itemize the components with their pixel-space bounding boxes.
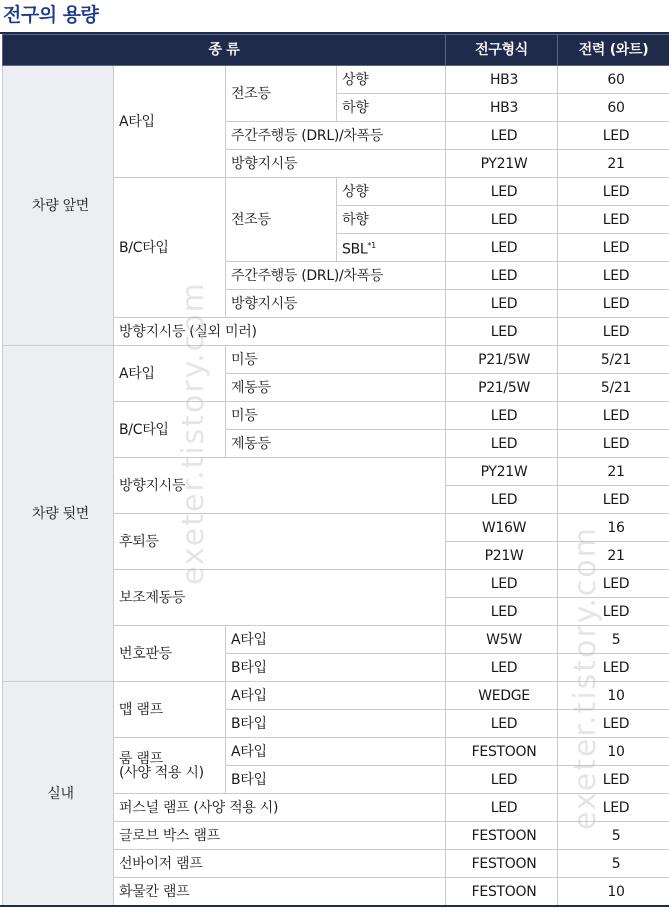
sbl-footnote: *1: [367, 240, 376, 250]
cell-drl: 주간주행등 (DRL)/차폭등: [226, 122, 446, 150]
cell-drl: 주간주행등 (DRL)/차폭등: [226, 262, 446, 290]
cell-watt: LED: [558, 654, 669, 682]
cell-watt: LED: [558, 318, 669, 346]
cell-watt: LED: [558, 290, 669, 318]
cell-map-lamp: 맵 램프: [114, 682, 226, 738]
cell-sunvisor-lamp: 선바이저 램프: [114, 850, 446, 878]
cell-bulb: W16W: [446, 514, 558, 542]
cell-bulb: HB3: [446, 94, 558, 122]
cell-a-type: A타입: [114, 66, 226, 178]
cell-watt: LED: [558, 262, 669, 290]
cell-watt: LED: [558, 598, 669, 626]
cell-b-type: B타입: [226, 710, 446, 738]
cell-low: 하향: [337, 206, 446, 234]
cell-bulb: WEDGE: [446, 682, 558, 710]
cell-bulb: LED: [446, 766, 558, 794]
cell-bulb: FESTOON: [446, 738, 558, 766]
cell-turn-mirror: 방향지시등 (실외 미러): [114, 318, 446, 346]
cell-watt: 10: [558, 878, 669, 906]
table-row: [3, 682, 669, 710]
cell-watt: LED: [558, 234, 669, 262]
cell-watt: 5/21: [558, 374, 669, 402]
cell-watt: 10: [558, 682, 669, 710]
cell-bulb: HB3: [446, 66, 558, 94]
cell-watt: LED: [558, 766, 669, 794]
cell-watt: 5/21: [558, 346, 669, 374]
watermark-right: exeter.tistory.com: [568, 526, 603, 830]
cell-personal-lamp: 퍼스널 램프 (사양 적용 시): [114, 794, 446, 822]
cell-turn: 방향지시등: [114, 458, 446, 514]
cell-bulb: LED: [446, 598, 558, 626]
cell-headlamp: 전조등: [226, 66, 337, 122]
cell-glove-lamp: 글로브 박스 램프: [114, 822, 446, 850]
cell-bulb: FESTOON: [446, 822, 558, 850]
cell-bulb: LED: [446, 710, 558, 738]
cell-bulb: LED: [446, 178, 558, 206]
cell-watt: LED: [558, 206, 669, 234]
cell-watt: LED: [558, 710, 669, 738]
cell-turn: 방향지시등: [226, 290, 446, 318]
header-bulb-type: 전구형식: [446, 35, 558, 66]
cell-b-type: B타입: [226, 654, 446, 682]
cell-bulb: LED: [446, 122, 558, 150]
cell-watt: LED: [558, 430, 669, 458]
cell-bulb: LED: [446, 318, 558, 346]
cell-watt: 60: [558, 66, 669, 94]
cell-bulb: W5W: [446, 626, 558, 654]
cell-watt: 16: [558, 514, 669, 542]
cell-watt: 5: [558, 626, 669, 654]
cell-bulb: LED: [446, 206, 558, 234]
cell-high: 상향: [337, 178, 446, 206]
cell-high: 상향: [337, 66, 446, 94]
cell-bulb: LED: [446, 430, 558, 458]
cell-turn: 방향지시등: [226, 150, 446, 178]
cell-bulb: LED: [446, 402, 558, 430]
cell-a-type: A타입: [114, 346, 226, 402]
cell-bulb: PY21W: [446, 458, 558, 486]
cell-watt: 60: [558, 94, 669, 122]
cell-tail: 미등: [226, 402, 446, 430]
cell-bulb: LED: [446, 570, 558, 598]
cell-stop: 제동등: [226, 374, 446, 402]
page-title: 전구의 용량: [3, 4, 99, 26]
cell-bc-type: B/C타입: [114, 402, 226, 458]
cell-watt: 5: [558, 822, 669, 850]
header-wattage: 전력 (와트): [558, 35, 669, 66]
cell-bulb: FESTOON: [446, 850, 558, 878]
table-bottom-rule: [0, 905, 669, 907]
cell-bulb: FESTOON: [446, 878, 558, 906]
cell-bulb: P21/5W: [446, 374, 558, 402]
table-row: [3, 346, 669, 374]
cell-watt: LED: [558, 122, 669, 150]
cell-bc-type: B/C타입: [114, 178, 226, 318]
cell-bulb: LED: [446, 794, 558, 822]
cell-watt: 21: [558, 542, 669, 570]
cell-cargo-lamp: 화물칸 램프: [114, 878, 446, 906]
cell-headlamp: 전조등: [226, 178, 337, 262]
cell-bulb: LED: [446, 486, 558, 514]
cell-aux-stop: 보조제동등: [114, 570, 446, 626]
bulb-capacity-table: [2, 34, 669, 906]
cell-watt: 5: [558, 850, 669, 878]
cell-a-type: A타입: [226, 682, 446, 710]
cell-license: 번호판등: [114, 626, 226, 682]
cell-sbl: [337, 234, 446, 262]
cell-a-type: A타입: [226, 626, 446, 654]
group-front: 차량 앞면: [3, 66, 114, 346]
cell-bulb: PY21W: [446, 150, 558, 178]
cell-bulb: P21W: [446, 542, 558, 570]
group-interior: 실내: [3, 682, 114, 906]
cell-watt: LED: [558, 178, 669, 206]
cell-reverse: 후퇴등: [114, 514, 446, 570]
cell-bulb: LED: [446, 654, 558, 682]
cell-room-lamp: 룸 램프 (사양 적용 시): [114, 738, 226, 794]
cell-bulb: P21/5W: [446, 346, 558, 374]
cell-watt: LED: [558, 570, 669, 598]
cell-watt: 21: [558, 150, 669, 178]
sbl-label: SBL: [342, 241, 368, 258]
cell-watt: 10: [558, 738, 669, 766]
header-type: 종 류: [3, 35, 446, 66]
cell-b-type: B타입: [226, 766, 446, 794]
cell-bulb: LED: [446, 262, 558, 290]
cell-low: 하향: [337, 94, 446, 122]
cell-bulb: LED: [446, 290, 558, 318]
cell-watt: LED: [558, 486, 669, 514]
cell-watt: 21: [558, 458, 669, 486]
cell-watt: LED: [558, 794, 669, 822]
cell-tail: 미등: [226, 346, 446, 374]
cell-watt: LED: [558, 402, 669, 430]
cell-stop: 제동등: [226, 430, 446, 458]
cell-a-type: A타입: [226, 738, 446, 766]
cell-bulb: LED: [446, 234, 558, 262]
watermark-left: exeter.tistory.com: [176, 281, 211, 585]
table-header-row: [3, 35, 669, 66]
table-row: [3, 66, 669, 94]
group-rear: 차량 뒷면: [3, 346, 114, 682]
